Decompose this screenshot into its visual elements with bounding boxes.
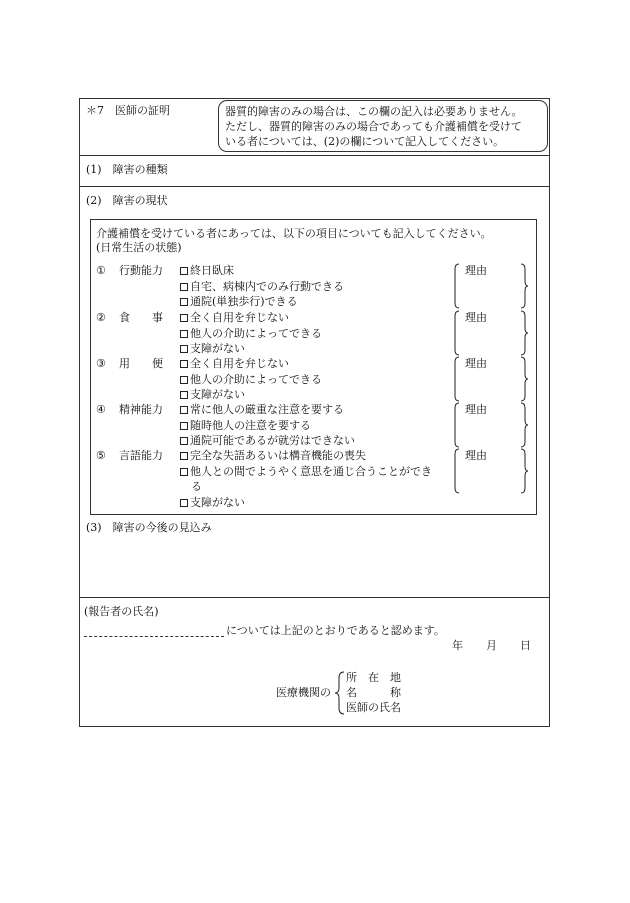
note-line: ただし、器質的障害のみの場合であっても介護補償を受けて bbox=[225, 120, 522, 133]
prognosis-label: (3) 障害の今後の見込み bbox=[86, 521, 212, 534]
date-month: 月 bbox=[486, 639, 497, 652]
item-number: ④ bbox=[96, 403, 106, 416]
option-row bbox=[180, 465, 432, 479]
option-label: 支障がない bbox=[190, 388, 245, 401]
section-note bbox=[218, 100, 548, 152]
option-label: 他人との間でようやく意思を通じ合うことができ bbox=[190, 464, 432, 478]
option-label: 支障がない bbox=[190, 495, 245, 509]
checkbox[interactable] bbox=[180, 391, 188, 399]
current-status-label: (2) 障害の現状 bbox=[86, 194, 168, 207]
institution-label: 医療機関の bbox=[276, 686, 331, 699]
option-row bbox=[180, 419, 311, 433]
reason-label: 理由 bbox=[465, 403, 487, 416]
inner-intro: 介護補償を受けている者にあっては、以下の項目についても記入してください。 bbox=[96, 227, 492, 240]
option-row bbox=[180, 342, 245, 356]
divider bbox=[79, 597, 550, 598]
option-row bbox=[180, 264, 234, 278]
checkbox[interactable] bbox=[180, 283, 188, 291]
option-wrap: る bbox=[191, 480, 202, 493]
note-line: いる者については、(2)の欄について記入してください。 bbox=[225, 135, 505, 148]
section-title: ＊7 医師の証明 bbox=[86, 104, 170, 117]
option-row bbox=[180, 496, 245, 510]
certify-text: については上記のとおりであると認めます。 bbox=[226, 624, 445, 637]
institution-address-label: 所 在 地 bbox=[346, 671, 401, 684]
checkbox[interactable] bbox=[180, 267, 188, 275]
checkbox[interactable] bbox=[180, 468, 188, 476]
item-number: ⑤ bbox=[96, 449, 106, 462]
option-row bbox=[180, 388, 245, 402]
option-label: 終日臥床 bbox=[190, 264, 234, 277]
reason-label: 理由 bbox=[465, 264, 487, 277]
checkbox[interactable] bbox=[180, 360, 188, 368]
option-row bbox=[180, 449, 366, 463]
option-label: 自宅、病棟内でのみ行動できる bbox=[190, 279, 344, 293]
checkbox[interactable] bbox=[180, 330, 188, 338]
checkbox[interactable] bbox=[180, 406, 188, 414]
option-row bbox=[180, 295, 298, 309]
checkbox[interactable] bbox=[180, 376, 188, 384]
option-label: 随時他人の注意を要する bbox=[190, 418, 311, 432]
item-number: ② bbox=[96, 311, 106, 324]
doctor-name-label: 医師の氏名 bbox=[346, 701, 401, 714]
reporter-name-line[interactable] bbox=[84, 636, 224, 637]
institution-name-label: 名 称 bbox=[346, 686, 401, 699]
option-label: 通院可能であるが就労はできない bbox=[190, 434, 355, 447]
checkbox[interactable] bbox=[180, 314, 188, 322]
option-row bbox=[180, 373, 322, 387]
note-line: 器質的障害のみの場合は、この欄の記入は必要ありません。 bbox=[225, 105, 523, 118]
option-row bbox=[180, 311, 289, 325]
checkbox[interactable] bbox=[180, 345, 188, 353]
checkbox[interactable] bbox=[180, 298, 188, 306]
option-label: 通院(単独歩行)できる bbox=[190, 295, 298, 308]
reason-label: 理由 bbox=[465, 449, 487, 462]
item-name: 用 便 bbox=[119, 357, 163, 370]
option-row bbox=[180, 403, 344, 417]
disability-type-label: (1) 障害の種類 bbox=[86, 163, 168, 176]
item-name: 精神能力 bbox=[119, 403, 163, 416]
option-label: 他人の介助によってできる bbox=[190, 326, 322, 340]
divider bbox=[79, 186, 550, 187]
date-day: 日 bbox=[520, 639, 531, 652]
institution-brace bbox=[334, 670, 346, 716]
reporter-label: (報告者の氏名) bbox=[84, 605, 159, 618]
option-label: 支障がない bbox=[190, 342, 245, 355]
option-row bbox=[180, 434, 355, 448]
option-row bbox=[180, 327, 322, 341]
reason-label: 理由 bbox=[465, 311, 487, 324]
item-number: ③ bbox=[96, 357, 106, 370]
option-label: 全く自用を弁じない bbox=[190, 357, 289, 370]
option-label: 完全な失語あるいは構音機能の喪失 bbox=[190, 449, 366, 462]
option-row bbox=[180, 357, 289, 371]
reason-label: 理由 bbox=[465, 357, 487, 370]
option-label: 他人の介助によってできる bbox=[190, 372, 322, 386]
item-name: 行動能力 bbox=[119, 264, 163, 277]
item-name: 食 事 bbox=[119, 311, 163, 324]
checkbox[interactable] bbox=[180, 452, 188, 460]
option-label: 全く自用を弁じない bbox=[190, 311, 289, 324]
checkbox[interactable] bbox=[180, 499, 188, 507]
option-label: 常に他人の厳重な注意を要する bbox=[190, 403, 344, 416]
checkbox[interactable] bbox=[180, 422, 188, 430]
date-year: 年 bbox=[452, 639, 463, 652]
option-row bbox=[180, 280, 344, 294]
item-name: 言語能力 bbox=[119, 449, 163, 462]
divider bbox=[79, 155, 550, 156]
item-number: ① bbox=[96, 264, 106, 277]
inner-intro-sub: (日常生活の状態) bbox=[96, 241, 182, 254]
checkbox[interactable] bbox=[180, 437, 188, 445]
